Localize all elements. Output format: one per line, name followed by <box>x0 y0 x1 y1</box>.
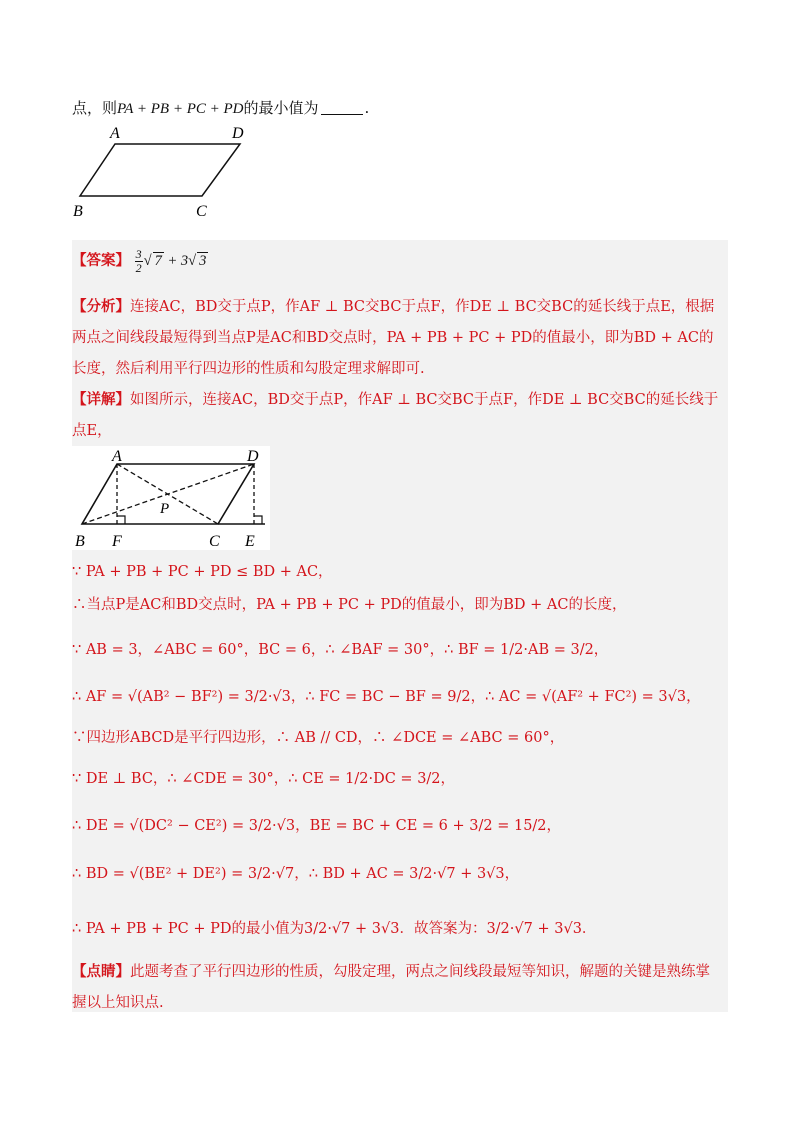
step-line: ∴ DE = √(DC² − CE²) = 3/2·√3，BE = BC + CE = 6 + 3/2 = 15/2， <box>72 818 562 834</box>
analysis-text: 连接AC，BD交于点P，作AF ⊥ BC交BC于点F，作DE ⊥ BC交BC的延长线于点E，根据两点之间线段最短得到当点P是AC和BD交点时，PA + PB + PC + PD的值最小，即为BD + AC的长度，然后利用平行四边形的性质和勾股定理求解即可. <box>72 299 715 377</box>
label-c: C <box>196 203 207 220</box>
parallelogram-figure <box>70 122 260 222</box>
answer-line <box>72 246 208 276</box>
detail-tag: 【详解】 <box>72 391 130 408</box>
answer-tag: 【答案】 <box>72 252 130 269</box>
fig2-label-p: P <box>160 501 170 517</box>
question-prefix: 点，则 <box>72 99 118 117</box>
step-line: ∴ PA + PB + PC + PD的最小值为3/2·√7 + 3√3．故答案为：3/2·√7 + 3√3． <box>72 921 597 937</box>
fig2-label-b: B <box>75 533 85 550</box>
label-a: A <box>110 125 120 142</box>
step-line: ∴当点P是AC和BD交点时，PA + PB + PC + PD的值最小，即为BD + AC的长度， <box>72 597 627 613</box>
answer-value: $\frac{3}{2}$ √ 7 + 3√ 3 <box>135 247 207 276</box>
answer-blank <box>321 114 363 115</box>
comment-text: 此题考查了平行四边形的性质，勾股定理，两点之间线段最短等知识，解题的关键是熟练掌握以上知识点. <box>72 964 710 1011</box>
fig2-label-e: E <box>245 533 255 550</box>
fig2-label-a: A <box>112 448 122 465</box>
detail-paragraph <box>72 384 724 447</box>
parallelogram-shape <box>80 144 240 196</box>
solution-figure <box>72 446 272 551</box>
question-suffix: 的最小值为 <box>243 99 319 117</box>
label-b: B <box>73 203 83 220</box>
step-line: ∵ DE ⊥ BC，∴ ∠CDE = 30°，∴ CE = 1/2·DC = 3/2， <box>72 771 456 787</box>
question-line <box>72 96 369 121</box>
step-line: ∴ BD = √(BE² + DE²) = 3/2·√7，∴ BD + AC = 3/2·√7 + 3√3， <box>72 866 520 882</box>
question-end: . <box>364 99 370 117</box>
label-d: D <box>232 125 244 142</box>
comment-paragraph <box>72 956 724 1019</box>
fig2-label-f: F <box>112 533 122 550</box>
fig2-label-d: D <box>247 448 259 465</box>
fig2-label-c: C <box>209 533 220 550</box>
step-line: ∵ PA + PB + PC + PD ≤ BD + AC， <box>72 564 333 580</box>
analysis-paragraph <box>72 291 724 385</box>
detail-text: 如图所示，连接AC，BD交于点P，作AF ⊥ BC交BC于点F，作DE ⊥ BC交BC的延长线于点E， <box>72 392 719 439</box>
step-line: ∵四边形ABCD是平行四边形，∴ AB // CD，∴ ∠DCE = ∠ABC = 60°， <box>72 730 565 746</box>
step-line: ∴ AF = √(AB² − BF²) = 3/2·√3，∴ FC = BC − BF = 9/2，∴ AC = √(AF² + FC²) = 3√3， <box>72 689 701 705</box>
question-expression: PA + PB + PC + PD <box>117 101 244 117</box>
analysis-tag: 【分析】 <box>72 298 130 315</box>
comment-tag: 【点睛】 <box>72 963 130 980</box>
step-line: ∵ AB = 3，∠ABC = 60°，BC = 6，∴ ∠BAF = 30°，∴ BF = 1/2·AB = 3/2， <box>72 642 609 658</box>
